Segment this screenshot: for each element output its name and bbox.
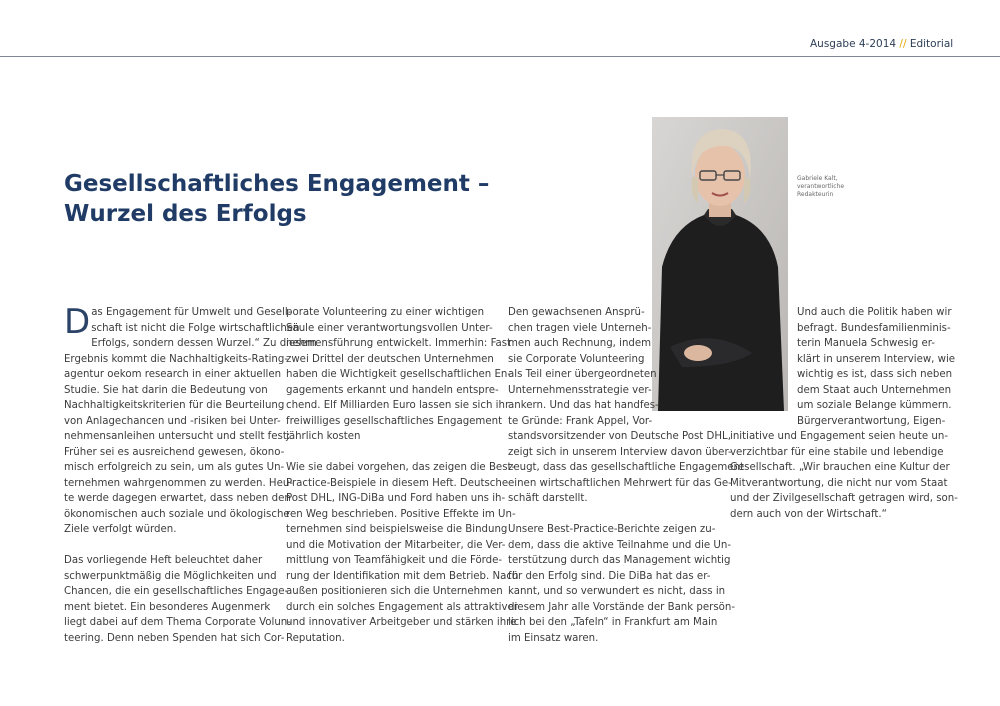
text-line: Den gewachsenen Ansprü-: [508, 307, 645, 318]
text-line: teering. Denn neben Spenden hat sich Cor-: [64, 632, 285, 644]
text-line: zeugt, dass das gesellschaftliche Engagement: [508, 462, 745, 473]
text-line: initiative und Engagement seien heute un-: [730, 431, 949, 442]
paragraph: [64, 302, 317, 538]
photo-caption: [797, 175, 844, 199]
paragraph: [508, 305, 745, 507]
text-line: ternehmen sind beispielsweise die Bindung: [286, 524, 508, 535]
text-line: Ergebnis kommt die Nachhaltigkeits-Rating-: [64, 353, 289, 365]
text-line: ren Weg beschrieben. Positive Effekte im Un-: [286, 508, 516, 520]
text-column-3: [508, 305, 745, 662]
drop-cap: D: [64, 302, 91, 342]
text-line: als Teil einer übergeordneten: [508, 369, 657, 380]
text-line: misch erfolgreich zu sein, um als gutes Un-: [64, 462, 285, 473]
text-line: jährlich kosten: [286, 431, 361, 442]
text-line: diesem Jahr alle Vorstände der Bank persön-: [508, 601, 735, 613]
text-line: lich bei den „Tafeln“ in Frankfurt am Main: [508, 617, 718, 628]
text-line: Reputation.: [286, 632, 345, 644]
text-line: nehmensanleihen untersucht und stellt fest:: [64, 431, 291, 442]
text-line: und der Zivilgesellschaft getragen wird, son-: [730, 493, 958, 504]
text-line: im Einsatz waren.: [508, 632, 599, 644]
text-line: Gesellschaft. „Wir brauchen eine Kultur der: [730, 462, 950, 473]
text-line: Unsere Best-Practice-Berichte zeigen zu-: [508, 524, 716, 535]
caption-title: Redakteurin: [797, 191, 834, 198]
text-line: zeigt sich in unserem Interview davon über-: [508, 446, 732, 458]
text-line: Ziele verfolgt würden.: [64, 524, 177, 535]
text-line: für den Erfolg sind. Die DiBa hat das er-: [508, 570, 711, 582]
text-line: dem, dass die aktive Teilnahme und die Un-: [508, 539, 732, 551]
section-label: Editorial: [909, 38, 954, 50]
text-line: durch ein solches Engagement als attraktiver: [286, 601, 518, 613]
paragraph: [508, 522, 736, 646]
text-line: von Anlagechancen und -risiken bei Unter-: [64, 415, 281, 427]
text-line: und innovativer Arbeitgeber und stärken ihre: [286, 617, 517, 628]
text-line: te werde dagegen erwartet, dass neben den: [64, 493, 291, 504]
text-line: rung der Identifikation mit dem Betrieb. Nach: [286, 570, 519, 582]
text-line: standsvorsitzender von Deutsche Post DHL,: [508, 431, 731, 442]
text-line: klärt in unserem Interview, wie: [797, 353, 956, 365]
issue-header: [810, 38, 953, 50]
text-line: te Gründe: Frank Appel, Vor-: [508, 415, 653, 427]
text-line: Nachhaltigkeitskriterien für die Beurteilung: [64, 400, 285, 411]
text-line: mittlung von Teamfähigkeit und die Förde-: [286, 555, 503, 566]
text-line: ankern. Und das hat handfes-: [508, 400, 659, 411]
text-line: Studie. Sie hat darin die Bedeutung von: [64, 384, 268, 396]
text-line: sie Corporate Volunteering: [508, 353, 645, 365]
text-line: terstützung durch das Management wichtig: [508, 555, 731, 566]
text-line: zwei Drittel der deutschen Unternehmen: [286, 353, 494, 365]
text-line: schaft ist nicht die Folge wirtschaftlichen: [91, 322, 300, 334]
article-title: [64, 169, 489, 229]
text-line: außen positionieren sich die Unternehmen: [286, 586, 503, 597]
text-line: und die Motivation der Mitarbeiter, die Ver-: [286, 539, 506, 551]
issue-label: Ausgabe 4-2014: [810, 38, 897, 50]
header-separator: //: [899, 38, 907, 50]
paragraph: [730, 305, 958, 522]
title-line-2: Wurzel des Erfolgs: [64, 201, 307, 227]
text-line: Bürgerverantwortung, Eigen-: [797, 415, 946, 427]
text-line: Mitverantwortung, die nicht nur vom Staat: [730, 477, 948, 489]
text-line: Wie sie dabei vorgehen, das zeigen die Best-: [286, 462, 516, 473]
text-line: Unternehmensstrategie ver-: [508, 384, 652, 396]
text-line: Säule einer verantwortungsvollen Unter-: [286, 322, 493, 334]
text-line: Erfolgs, sondern dessen Wurzel.“ Zu diesem: [91, 338, 317, 349]
title-line-1: Gesellschaftliches Engagement –: [64, 171, 490, 197]
text-line: haben die Wichtigkeit gesellschaftlichen En-: [286, 369, 512, 380]
text-line: ökonomischen auch soziale und ökologische: [64, 508, 290, 520]
text-line: porate Volunteering zu einer wichtigen: [286, 307, 485, 318]
text-line: schäft darstellt.: [508, 493, 588, 504]
text-line: um soziale Belange kümmern.: [797, 400, 952, 411]
text-line: as Engagement für Umwelt und Gesell-: [91, 307, 292, 318]
text-line: kannt, und so verwundert es nicht, dass in: [508, 586, 726, 597]
text-line: Und auch die Politik haben wir: [797, 307, 952, 318]
caption-role: verantwortliche: [797, 183, 845, 190]
text-line: verzichtbar für eine stabile und lebendige: [730, 446, 944, 458]
text-line: Früher sei es ausreichend gewesen, ökono-: [64, 446, 285, 458]
text-column-2: [286, 305, 519, 662]
text-line: terin Manuela Schwesig er-: [797, 338, 935, 349]
caption-name: Gabriele Kalt,: [797, 175, 838, 182]
text-line: chen tragen viele Unterneh-: [508, 322, 652, 334]
text-line: Chancen, die ein gesellschaftliches Engage-: [64, 586, 289, 597]
text-line: Das vorliegende Heft beleuchtet daher: [64, 555, 263, 566]
text-line: freiwilliges gesellschaftliches Engagement: [286, 415, 503, 427]
paragraph: [286, 305, 512, 445]
text-column-4: [730, 305, 958, 538]
text-line: einen wirtschaftlichen Mehrwert für das Ge-: [508, 477, 732, 489]
text-line: liegt dabei auf dem Thema Corporate Volun-: [64, 617, 291, 628]
text-line: men auch Rechnung, indem: [508, 338, 652, 349]
header-rule: [0, 56, 1000, 57]
text-line: chend. Elf Milliarden Euro lassen sie sich ihr: [286, 400, 510, 411]
text-line: Post DHL, ING-DiBa und Ford haben uns ih-: [286, 493, 506, 504]
text-line: ternehmen wahrgenommen zu werden. Heu-: [64, 477, 293, 489]
text-line: dem Staat auch Unternehmen: [797, 384, 952, 396]
text-line: befragt. Bundesfamilienminis-: [797, 322, 951, 334]
paragraph: [286, 460, 519, 646]
text-line: ment bietet. Ein besonderes Augenmerk: [64, 601, 271, 613]
text-line: schwerpunktmäßig die Möglichkeiten und: [64, 570, 277, 582]
text-line: nehmensführung entwickelt. Immerhin: Fast: [286, 338, 512, 349]
text-line: Practice-Beispiele in diesem Heft. Deutsche: [286, 477, 509, 489]
text-line: agentur oekom research in einer aktuellen: [64, 369, 282, 380]
text-line: wichtig es ist, dass sich neben: [797, 369, 953, 380]
text-line: dern auch von der Wirtschaft.“: [730, 508, 887, 520]
text-line: gagements erkannt und handeln entspre-: [286, 384, 499, 396]
paragraph: [64, 553, 291, 646]
